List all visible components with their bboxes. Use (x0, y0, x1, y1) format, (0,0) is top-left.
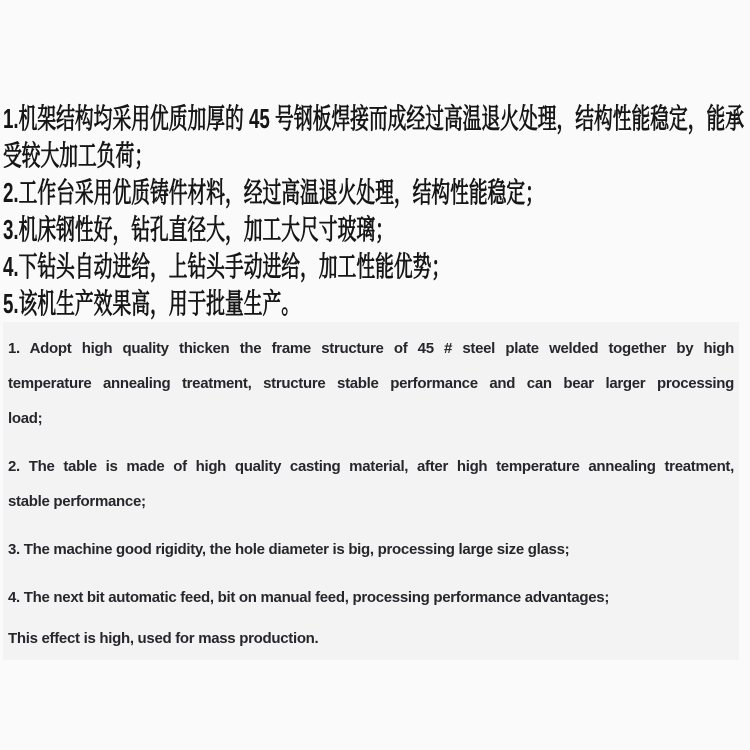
cn-feature-line-1: 1.机架结构均采用优质加厚的 45 号钢板焊接而成经过高温退火处理，结构性能稳定，能承 (3, 103, 745, 134)
cn-feature-line-4: 3.机床钢性好，钻孔直径大，加工大尺寸玻璃； (3, 214, 394, 245)
cn-feature-line-3: 2.工作台采用优质铸件材料，经过高温退火处理，结构性能稳定； (3, 177, 544, 208)
en-feature-line-2: temperature annealing treatment, structure stable performance and can bear larger processing (8, 375, 734, 392)
en-feature-line-6: 3. The machine good rigidity, the hole diameter is big, processing large size glass; (8, 541, 570, 558)
cn-feature-line-5: 4.下钻头自动进给，上钻头手动进给，加工性能优势； (3, 251, 451, 282)
en-feature-line-8: This effect is high, used for mass production. (8, 630, 319, 647)
cn-feature-line-2: 受较大加工负荷； (3, 140, 154, 171)
english-feature-list (3, 322, 739, 660)
chinese-feature-list (0, 0, 750, 322)
en-feature-line-7: 4. The next bit automatic feed, bit on manual feed, processing performance advantages; (8, 589, 610, 606)
cn-feature-line-6: 5.该机生产效果高，用于批量生产。 (3, 288, 301, 319)
en-feature-line-1: 1. Adopt high quality thicken the frame structure of 45 # steel plate welded together by high (8, 340, 734, 357)
en-feature-line-3: load; (8, 410, 43, 427)
en-feature-line-4: 2. The table is made of high quality casting material, after high temperature annealing treatment, (8, 458, 734, 475)
en-feature-line-5: stable performance; (8, 493, 146, 510)
